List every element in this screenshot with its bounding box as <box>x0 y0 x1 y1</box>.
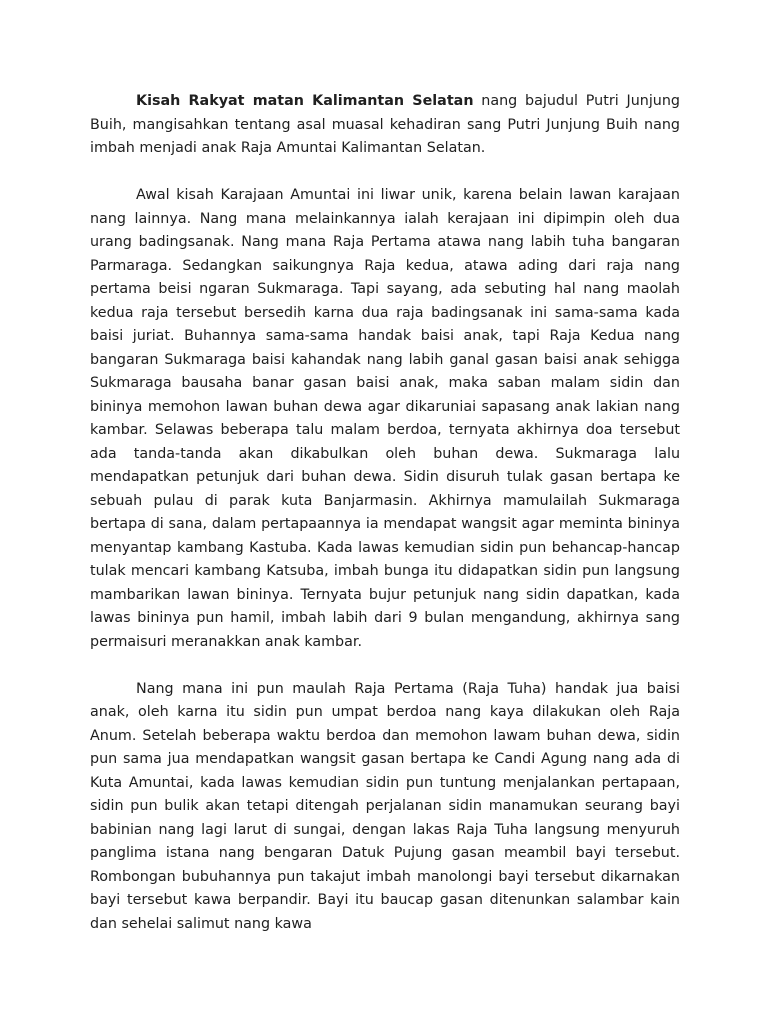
paragraph-3: Nang mana ini pun maulah Raja Pertama (Raja Tuha) handak jua baisi anak, oleh karna itu sidin pun umpat berdoa nang kaya dilakukan oleh Raja Anum. Setelah beberapa waktu berdoa dan memohon lawam buhan dewa, sidin pun sama jua mendapatkan wangsit gasan bertapa ke Candi Agung nang ada di Kuta Amuntai, kada lawas kemudian sidin pun tuntung menjalankan pertapaan, sidin pun bulik akan tetapi ditengah perjalanan sidin manamukan seurang bayi babinian nang lagi larut di sungai, dengan lakas Raja Tuha langsung menyuruh panglima istana nang bengaran Datuk Pujung gasan meambil bayi tersebut. Rombongan bubuhannya pun takajut imbah manolongi bayi tersebut dikarnakan bayi tersebut kawa berpandir. Bayi itu baucap gasan ditenunkan salambar kain dan sehelai salimut nang kawa <box>90 680 680 932</box>
intro-text: nang bajudul Putri Junjung Buih, mangisahkan tentang asal muasal kehadiran sang Putri Junjung Buih nang imbah menjadi anak Raja Amuntai Kalimantan Selatan. <box>90 93 680 156</box>
intro-lead-phrase: Kisah Rakyat matan Kalimantan Selatan <box>136 93 474 109</box>
document-body <box>90 90 680 960</box>
paragraph-2: Awal kisah Karajaan Amuntai ini liwar unik, karena belain lawan karajaan nang lainnya. Nang mana melainkannya ialah kerajaan ini dipimpin oleh dua urang badingsanak. Nang mana Raja Pertama atawa nang labih tuha bangaran Parmaraga. Sedangkan saikungnya Raja kedua, atawa ading dari raja nang pertama beisi ngaran Sukmaraga. Tapi sayang, ada sebuting hal nang maolah kedua raja tersebut bersedih karna dua raja badingsanak ini sama-sama kada baisi juriat. Buhannya sama-sama handak baisi anak, tapi Raja Kedua nang bangaran Sukmaraga baisi kahandak nang labih ganal gasan baisi anak sehigga Sukmaraga bausaha banar gasan baisi anak, maka saban malam sidin dan bininya memohon lawan buhan dewa agar dikaruniai sapasang anak lakian nang kambar. Selawas beberapa talu malam berdoa, ternyata akhirnya doa tersebut ada tanda-tanda akan dikabulkan oleh buhan dewa. Sukmaraga lalu mendapatkan petunjuk dari buhan dewa. Sidin disuruh tulak gasan bertapa ke sebuah pulau di parak kuta Banjarmasin. Akhirnya mamulailah Sukmaraga bertapa di sana, dalam pertapaannya ia mendapat wangsit agar meminta bininya menyantap kambang Kastuba. Kada lawas kemudian sidin pun behancap-hancap tulak mencari kambang Katsuba, imbah bunga itu didapatkan sidin pun langsung mambarikan lawan bininya. Ternyata bujur petunjuk nang sidin dapatkan, kada lawas bininya pun hamil, imbah labih dari 9 bulan mengandung, akhirnya sang permaisuri meranakkan anak kambar. <box>90 187 680 650</box>
paragraph-intro <box>90 90 680 161</box>
